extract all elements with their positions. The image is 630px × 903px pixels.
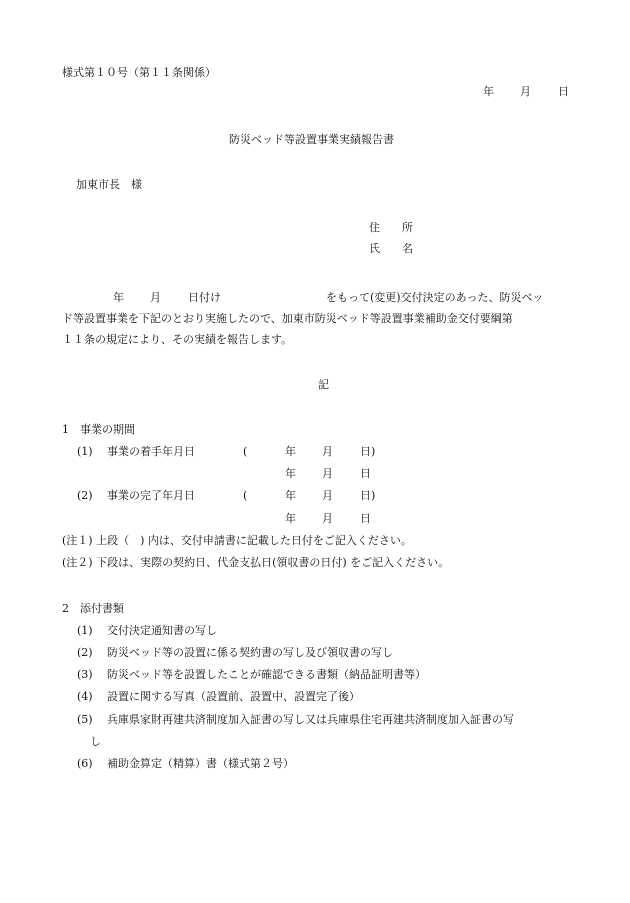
section1-heading: 1 事業の期間 <box>62 423 135 436</box>
date-year-label: 年 <box>483 85 494 98</box>
item1-day2: 日 <box>360 467 371 480</box>
body-line3: １１条の規定により、その実績を報告します。 <box>62 333 293 346</box>
attach5-num: (5) <box>77 713 93 726</box>
form-number: 様式第１０号（第１１条関係） <box>62 66 216 79</box>
item2-num: (2) <box>77 489 93 502</box>
item1-year: 年 <box>285 445 296 458</box>
item2-year2: 年 <box>285 512 296 525</box>
item1-month: 月 <box>322 445 333 458</box>
item2-month2: 月 <box>322 512 333 525</box>
attach4-num: (4) <box>77 690 93 703</box>
attach1-num: (1) <box>77 624 93 637</box>
item1-label: 事業の着手年月日 <box>107 445 195 458</box>
body-line1-rest: をもって(変更)交付決定のあった、防災ベッ <box>326 291 544 304</box>
note-2: (注２) 下段は、実際の契約日、代金支払日(領収書の日付) をご記入ください。 <box>62 556 450 569</box>
item2-month: 月 <box>322 489 333 502</box>
note-1: (注１) 上段（ ) 内は、交付申請書に記載した日付をご記入ください。 <box>62 534 412 547</box>
attach3-text: 防災ベッド等を設置したことが確認できる書類（納品証明書等） <box>107 668 426 681</box>
item1-num: (1) <box>77 445 93 458</box>
body-line2: ド等設置事業を下記のとおり実施したので、加東市防災ベッド等設置事業補助金交付要綱第 <box>62 312 513 325</box>
item1-month2: 月 <box>322 467 333 480</box>
attach2-text: 防災ベッド等の設置に係る契約書の写し及び領収書の写し <box>107 646 393 659</box>
attach3-num: (3) <box>77 668 93 681</box>
ki-heading: 記 <box>318 378 329 391</box>
addressee: 加東市長 様 <box>76 178 142 191</box>
attach1-text: 交付決定通知書の写し <box>107 624 217 637</box>
name-label: 氏 名 <box>369 242 413 255</box>
attach5-continuation: し <box>90 735 101 748</box>
item2-day-close: 日) <box>360 489 376 502</box>
body-day-suffix: 日付け <box>188 291 221 304</box>
document-title: 防災ベッド等設置事業実績報告書 <box>229 133 394 146</box>
date-month-label: 月 <box>520 85 531 98</box>
attach2-num: (2) <box>77 646 93 659</box>
attach6-text: 補助金算定（精算）書（様式第２号） <box>107 757 294 770</box>
body-month: 月 <box>150 291 161 304</box>
body-year: 年 <box>113 291 124 304</box>
item2-label: 事業の完了年月日 <box>107 489 195 502</box>
item1-year2: 年 <box>285 467 296 480</box>
section2-heading: 2 添付書類 <box>62 602 124 615</box>
item2-year: 年 <box>285 489 296 502</box>
attach4-text: 設置に関する写真（設置前、設置中、設置完了後） <box>107 690 360 703</box>
item2-day2: 日 <box>360 512 371 525</box>
address-label: 住 所 <box>369 221 413 234</box>
item1-paren-open: ( <box>243 445 248 458</box>
date-day-label: 日 <box>558 85 569 98</box>
item2-paren-open: ( <box>243 489 248 502</box>
item1-day-close: 日) <box>360 445 376 458</box>
attach6-num: (6) <box>77 757 93 770</box>
attach5-text: 兵庫県家財再建共済制度加入証書の写し又は兵庫県住宅再建共済制度加入証書の写 <box>107 713 514 726</box>
